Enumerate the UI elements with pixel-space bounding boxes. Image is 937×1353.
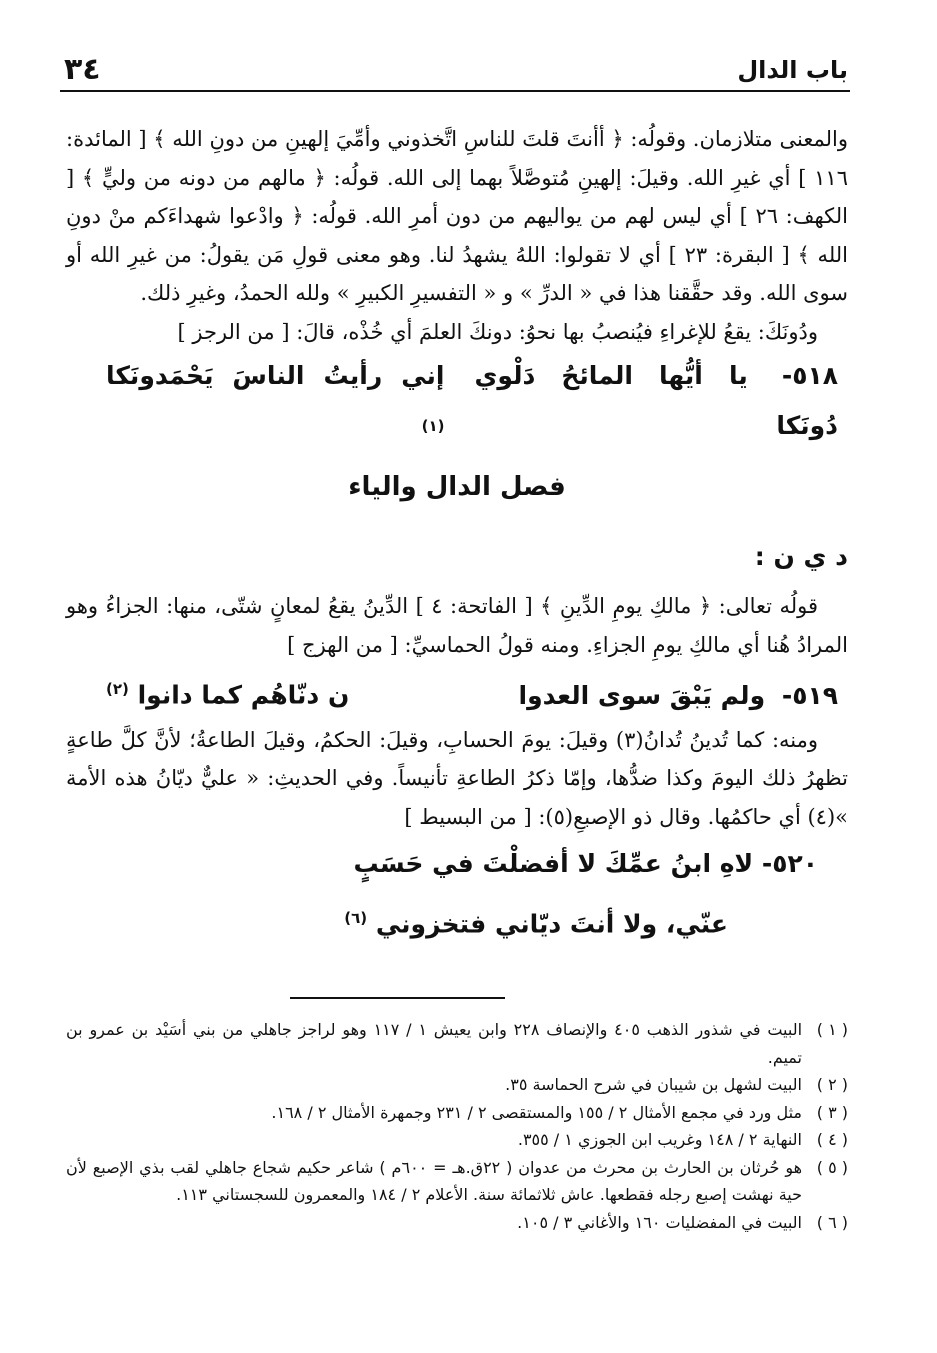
- footnote-number: ( ١ ): [816, 1020, 848, 1039]
- paragraph-1: والمعنى متلازمان. وقولُه: ﴿ أأنتَ قلتَ للناسِ اتَّخذوني وأمِّيَ إلهينِ من دونِ الله ﴾ [ المائدة: ١١٦ ] أي غيرِ الله. وقيلَ: إلهينِ مُتوصَّلاً بهما إلى الله. قولُه: ﴿ مالهم من دونه من وليٍّ ﴾ [ الكهف: ٢٦ ] أي ليس لهم من يواليهم من دون أمرِ الله. قولُه: ﴿ وادْعوا شهداءَكم منْ دونِ الله ﴾ [ البقرة: ٢٣ ] أي لا تقولوا: اللهُ يشهدُ لنا. وهو معنى قولِ مَن يقولُ: من غيرِ الله أو سوى الله. وقد حقَّقنا هذا في « الدرِّ » و « التفسيرِ الكبيرِ » ولله الحمدُ، وغيرِ ذلك.: [66, 127, 849, 305]
- verse-hemistich-2: عنّي، ولا أنتَ ديّاني فتخزوني: [375, 909, 728, 939]
- footnote-text: البيت في شذور الذهب ٤٠٥ والإنصاف ٢٢٨ وابن يعيش ١ / ١١٧ وهو لراجز جاهلي من بني أسَيْد بن عمرو بن تميم.: [66, 1020, 803, 1067]
- verse-number: ٥١٩-: [781, 680, 838, 710]
- footnote-text: البيت لشهل بن شيبان في شرح الحماسة ٣٥.: [505, 1075, 802, 1094]
- section-title: فصل الدال والياء: [348, 472, 566, 503]
- footnote-separator: [290, 997, 505, 999]
- footnote-5: [66, 1154, 848, 1209]
- footnote-4: [66, 1126, 848, 1154]
- paragraph-4: ومنه: كما تُدينُ تُدانُ(٣) وقيلَ: يومَ الحسابِ، وقيلَ: الحكمُ، وقيلَ الطاعةُ؛ لأنَّ كلَّ طاعةٍ تظهرُ ذلك اليومَ وكذا ضدُّها، وإمّا ذكرُ الطاعةِ تأنيساً. وفي الحديثِ: « عليٌّ ديّانُ هذه الأمة »(٤) أي حاكمُها. وقال ذو الإصبعِ(٥): [ من البسيط ]: [66, 727, 848, 829]
- page-number: ٣٤: [64, 52, 101, 87]
- paragraph-2: ودُونَكَ: يقعُ للإغراءِ فيُنصبُ بها نحوُ: دونكَ العلمَ أي خُذْه، قالَ: [ من الرجز ]: [177, 319, 818, 344]
- footnote-text: هو حُرثان بن الحارث بن محرث من عدوان ( ٢٢ق.هـ = ٦٠٠م ) شاعر حكيم شجاع جاهلي لقب بذي الإصبع لأن حية نهشت إصبع رجله فقطعها. عاش ثلاثمائة سنة. الأعلام ٢ / ١٨٤ والمعمرون للسجستاني ١١٣.: [66, 1157, 803, 1204]
- entry-heading: د ي ن :: [754, 542, 848, 572]
- verse-hemistich-2: إني رأيتُ الناسَ يَحْمَدونَكا: [106, 361, 445, 390]
- running-header: [60, 52, 850, 92]
- verse-hemistich-2: ن دنّاهُم كما دانوا: [137, 680, 350, 710]
- footnote-number: ( ٦ ): [816, 1212, 848, 1232]
- footnote-marker: (١): [421, 417, 445, 435]
- footnote-number: ( ٢ ): [816, 1075, 848, 1094]
- chapter-title: باب الدال: [737, 56, 848, 84]
- footnote-number: ( ٣ ): [816, 1102, 848, 1122]
- footnote-text: النهاية ٢ / ١٤٨ وغريب ابن الجوزي ١ / ٣٥٥.: [517, 1130, 802, 1149]
- footnote-marker: (٦): [344, 909, 368, 928]
- verse-519: [66, 664, 848, 720]
- footnotes: [66, 1016, 848, 1236]
- footnote-number: ( ٥ ): [816, 1157, 848, 1177]
- verse-number: ٥١٨-: [781, 361, 838, 390]
- footnote-2: [66, 1071, 848, 1099]
- verse-hemistich-1: يا أيُّها المائحُ دَلْوي دُونَكا: [474, 361, 838, 440]
- verse-520-line-2: [66, 891, 848, 951]
- header-rule: [60, 90, 850, 92]
- footnote-text: البيت في المفضليات ١٦٠ والأغاني ٣ / ١٠٥.: [517, 1212, 802, 1232]
- footnote-text: مثل ورد في مجمع الأمثال ٢ / ١٥٥ والمستقصى ٢ / ٢٣١ وجمهرة الأمثال ٢ / ١٦٨.: [271, 1102, 802, 1122]
- verse-hemistich-1: ولم يَبْقَ سوى العدوا: [518, 680, 766, 710]
- book-page: [60, 40, 850, 1330]
- footnote-number: ( ٤ ): [816, 1130, 848, 1149]
- footnote-3: [66, 1099, 848, 1127]
- footnote-6: [66, 1209, 848, 1237]
- footnote-marker: (٢): [106, 680, 129, 699]
- verse-518: [66, 351, 848, 457]
- main-text: [66, 120, 848, 951]
- verse-520-line-1: ٥٢٠- لاهِ ابنُ عمِّكَ لا أفضلْتَ في حَسَبٍ: [353, 849, 818, 879]
- footnote-1: [66, 1016, 848, 1071]
- paragraph-3: قولُه تعالى: ﴿ مالكِ يومِ الدِّينِ ﴾ [ الفاتحة: ٤ ] الدِّينُ يقعُ لمعانٍ شتّى، منها: الجزاءُ وهو المرادُ هُنا أي مالكِ يومِ الجزاءِ. ومنه قولُ الحماسيِّ: [ من الهزج ]: [66, 594, 848, 657]
